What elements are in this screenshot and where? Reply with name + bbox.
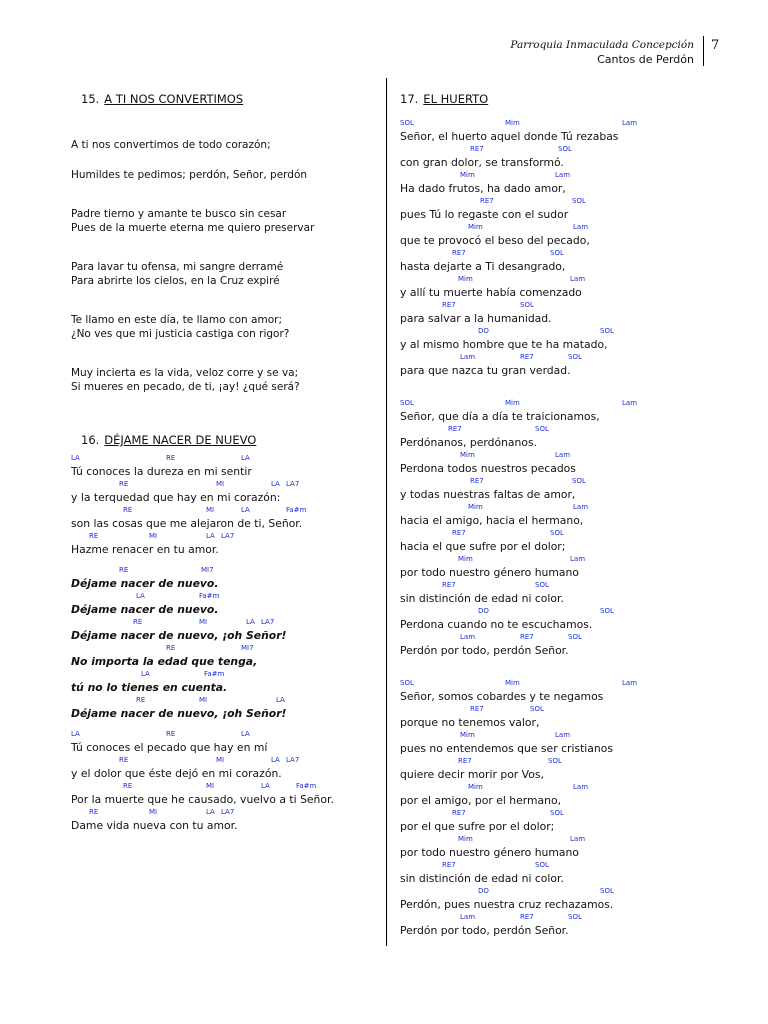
chorded-line: [400, 450, 740, 476]
stanza: [71, 168, 381, 182]
chord-row: [400, 170, 740, 181]
chord-label: Lam: [460, 913, 476, 921]
chorded-line: [400, 606, 740, 632]
lyric-line: y la terquedad que hay en mi corazón:: [71, 491, 281, 504]
chord-label: LA7: [261, 618, 275, 626]
chorded-line: [400, 144, 740, 170]
lyric-line: Tú conoces la dureza en mi sentir: [71, 465, 252, 478]
chord-label: LA: [206, 808, 215, 816]
chord-row: [400, 274, 740, 285]
lyric-line: Déjame nacer de nuevo.: [71, 603, 219, 616]
chord-label: LA7: [221, 532, 235, 540]
chorded-line: [400, 476, 740, 502]
chord-label: LA: [241, 730, 250, 738]
chord-label: RE: [133, 618, 143, 626]
song-16-title: [71, 432, 381, 449]
chorded-line: [400, 782, 740, 808]
chord-label: MI7: [241, 644, 254, 652]
lyric-line: A ti nos convertimos de todo corazón;: [71, 139, 271, 151]
chorded-line: [400, 834, 740, 860]
song-15-lyrics: [71, 138, 381, 394]
chord-label: RE7: [470, 145, 484, 153]
chord-label: Mim: [468, 503, 483, 511]
chord-row: [400, 580, 740, 591]
chorded-line: [400, 248, 740, 274]
chord-label: LA: [141, 670, 150, 678]
chord-label: Mim: [458, 275, 473, 283]
chord-row: [71, 479, 381, 490]
chorded-line: [71, 479, 381, 505]
chord-label: SOL: [520, 301, 534, 309]
lyric-line: Humildes te pedimos; perdón, Señor, perdón: [71, 169, 308, 181]
chord-label: SOL: [558, 145, 572, 153]
lyric-line: Perdona cuando no te escuchamos.: [400, 618, 593, 631]
chord-label: SOL: [535, 581, 549, 589]
chord-label: RE7: [520, 353, 534, 361]
chorded-line: [71, 591, 381, 617]
chord-label: MI: [199, 696, 208, 704]
chord-label: SOL: [535, 861, 549, 869]
chord-label: SOL: [548, 757, 562, 765]
chord-row: [71, 617, 381, 628]
chord-row: [71, 807, 381, 818]
chord-row: [400, 554, 740, 565]
chord-label: SOL: [568, 353, 582, 361]
lyric-line: Dame vida nueva con tu amor.: [71, 819, 238, 832]
chorded-line: [400, 678, 740, 704]
chord-row: [71, 755, 381, 766]
song-16-lyrics: [71, 453, 381, 833]
chord-label: RE: [89, 808, 99, 816]
chord-label: RE7: [520, 633, 534, 641]
lyric-line: por el que sufre por el dolor;: [400, 820, 555, 833]
lyric-line: para que nazca tu gran verdad.: [400, 364, 571, 377]
chord-label: SOL: [600, 887, 614, 895]
chorded-line: [71, 531, 381, 557]
chord-label: RE: [123, 506, 133, 514]
chord-label: Mim: [458, 835, 473, 843]
chord-label: MI: [206, 782, 215, 790]
lyric-line: que te provocó el beso del pecado,: [400, 234, 590, 247]
lyric-line: Perdona todos nuestros pecados: [400, 462, 576, 475]
chorded-line: [400, 398, 740, 424]
chord-row: [71, 643, 381, 654]
lyric-line: Hazme renacer en tu amor.: [71, 543, 219, 556]
lyric-line: hacia el amigo, hacia el hermano,: [400, 514, 584, 527]
chord-row: [400, 912, 740, 923]
stanza: [71, 260, 381, 288]
chorded-line: [400, 300, 740, 326]
chord-row: [400, 704, 740, 715]
chorded-line: [71, 729, 381, 755]
lyric-line: Si mueres en pecado, de ti, ¡ay! ¿qué será?: [71, 381, 300, 393]
chord-label: Lam: [570, 835, 586, 843]
left-column: [71, 91, 381, 833]
chord-row: [71, 695, 381, 706]
song-17-title-text: EL HUERTO: [423, 92, 489, 106]
chord-label: RE7: [442, 861, 456, 869]
chord-label: RE7: [470, 477, 484, 485]
lyric-line: y al mismo hombre que te ha matado,: [400, 338, 608, 351]
chord-label: LA: [71, 730, 80, 738]
chord-row: [71, 505, 381, 516]
chord-row: [400, 886, 740, 897]
lyric-line: pues Tú lo regaste con el sudor: [400, 208, 569, 221]
chord-row: [400, 606, 740, 617]
lyric-line: sin distinción de edad ni color.: [400, 592, 564, 605]
chord-label: Mim: [505, 679, 520, 687]
chord-label: SOL: [400, 399, 414, 407]
chord-row: [400, 756, 740, 767]
lyric-line: pues no entendemos que ser cristianos: [400, 742, 613, 755]
lyric-line: No importa la edad que tenga,: [71, 655, 258, 668]
chorded-line: [400, 502, 740, 528]
chorded-line: [400, 196, 740, 222]
header-divider: [703, 36, 704, 66]
chord-label: RE: [166, 644, 176, 652]
lyric-line: Muy incierta es la vida, veloz corre y se va;: [71, 367, 299, 379]
lyric-line: Para abrirte los cielos, en la Cruz expiré: [71, 275, 280, 287]
lyric-line: Perdón, pues nuestra cruz rechazamos.: [400, 898, 614, 911]
chord-label: RE7: [458, 757, 472, 765]
chorded-line: [400, 704, 740, 730]
chord-label: RE: [119, 566, 129, 574]
chord-label: Fa#m: [199, 592, 220, 600]
chord-label: Fa#m: [286, 506, 307, 514]
lyric-line: Déjame nacer de nuevo, ¡oh Señor!: [71, 707, 287, 720]
chord-label: LA: [241, 506, 250, 514]
song-15-title-text: A TI NOS CONVERTIMOS: [104, 92, 244, 106]
chord-row: [400, 248, 740, 259]
lyric-line: Perdón por todo, perdón Señor.: [400, 644, 569, 657]
chord-label: MI: [216, 480, 225, 488]
chorded-line: [71, 453, 381, 479]
chorded-line: [71, 781, 381, 807]
chord-label: DO: [478, 327, 489, 335]
stanza: [71, 207, 381, 235]
lyric-line: Señor, que día a día te traicionamos,: [400, 410, 600, 423]
chorded-line: [71, 565, 381, 591]
page-number: 7: [711, 38, 720, 53]
chorded-line: [400, 170, 740, 196]
chord-label: Fa#m: [296, 782, 317, 790]
lyric-line: hasta dejarte a Ti desangrado,: [400, 260, 566, 273]
chord-row: [71, 531, 381, 542]
chord-label: SOL: [568, 913, 582, 921]
chord-label: SOL: [400, 119, 414, 127]
lyric-line: porque no tenemos valor,: [400, 716, 540, 729]
chord-label: RE: [89, 532, 99, 540]
song-15-number: 15.: [81, 92, 100, 106]
chord-label: RE: [136, 696, 146, 704]
chord-row: [400, 860, 740, 871]
chord-row: [400, 502, 740, 513]
chord-label: MI: [149, 532, 158, 540]
chord-label: Fa#m: [204, 670, 225, 678]
chord-label: RE: [119, 480, 129, 488]
lyric-line: Perdón por todo, perdón Señor.: [400, 924, 569, 937]
lyric-line: Déjame nacer de nuevo, ¡oh Señor!: [71, 629, 287, 642]
book-title: Cantos de Perdón: [597, 53, 694, 66]
chord-row: [400, 300, 740, 311]
chord-label: MI: [199, 618, 208, 626]
stanza: [400, 398, 740, 658]
chord-label: RE7: [480, 197, 494, 205]
lyric-line: son las cosas que me alejaron de ti, Señor.: [71, 517, 303, 530]
chord-label: LA: [276, 696, 285, 704]
chord-label: Lam: [570, 275, 586, 283]
song-15-title: [71, 91, 381, 108]
chord-label: Lam: [573, 503, 589, 511]
chord-row: [400, 808, 740, 819]
chord-row: [400, 678, 740, 689]
right-column: [400, 91, 740, 938]
chord-label: MI: [149, 808, 158, 816]
chord-row: [400, 118, 740, 129]
chord-label: SOL: [550, 529, 564, 537]
chord-label: Lam: [460, 633, 476, 641]
chord-row: [400, 782, 740, 793]
lyric-line: con gran dolor, se transformó.: [400, 156, 564, 169]
chorded-line: [400, 886, 740, 912]
chord-label: Lam: [622, 679, 638, 687]
stanza-gap: [71, 557, 381, 565]
chord-label: RE7: [442, 581, 456, 589]
chord-label: LA7: [221, 808, 235, 816]
chorded-line: [400, 860, 740, 886]
chord-row: [400, 834, 740, 845]
chord-label: RE: [166, 454, 176, 462]
chord-label: LA: [136, 592, 145, 600]
chord-row: [71, 453, 381, 464]
lyric-line: Te llamo en este día, te llamo con amor;: [71, 314, 282, 326]
chord-row: [400, 398, 740, 409]
chorded-line: [400, 528, 740, 554]
chorded-line: [400, 912, 740, 938]
stanza: [71, 138, 381, 152]
chorded-line: [400, 326, 740, 352]
chord-label: Lam: [622, 119, 638, 127]
song-17-lyrics: [400, 118, 740, 938]
chord-row: [71, 565, 381, 576]
lyric-line: ¿No ves que mi justicia castiga con rigor?: [71, 328, 290, 340]
lyric-line: y todas nuestras faltas de amor,: [400, 488, 576, 501]
chord-label: RE7: [452, 529, 466, 537]
lyric-line: y allí tu muerte había comenzado: [400, 286, 582, 299]
chord-label: MI: [216, 756, 225, 764]
column-divider: [386, 78, 387, 946]
song-17-title: [400, 91, 740, 108]
chorded-line: [400, 222, 740, 248]
chorded-line: [400, 580, 740, 606]
lyric-line: sin distinción de edad ni color.: [400, 872, 564, 885]
song-16-title-text: DÉJAME NACER DE NUEVO: [104, 433, 257, 447]
chord-row: [400, 424, 740, 435]
chord-label: Lam: [573, 783, 589, 791]
page-header: [510, 38, 694, 68]
lyric-line: por todo nuestro género humano: [400, 566, 579, 579]
chorded-line: [71, 643, 381, 669]
chorded-line: [71, 755, 381, 781]
chord-label: Mim: [468, 783, 483, 791]
chord-label: RE7: [448, 425, 462, 433]
chord-label: Mim: [468, 223, 483, 231]
chord-label: RE7: [452, 809, 466, 817]
chord-label: SOL: [572, 477, 586, 485]
chord-row: [400, 528, 740, 539]
parish-name: Parroquia Inmaculada Concepción: [510, 39, 694, 51]
stanza: [400, 678, 740, 938]
chorded-line: [400, 632, 740, 658]
lyric-line: Perdónanos, perdónanos.: [400, 436, 538, 449]
chorded-line: [400, 730, 740, 756]
chord-row: [400, 476, 740, 487]
chorded-line: [71, 695, 381, 721]
chord-label: SOL: [535, 425, 549, 433]
chord-label: LA: [206, 532, 215, 540]
chorded-line: [400, 554, 740, 580]
chord-label: LA: [271, 756, 280, 764]
chord-label: RE7: [520, 913, 534, 921]
chord-label: Mim: [460, 171, 475, 179]
lyric-line: por todo nuestro género humano: [400, 846, 579, 859]
chord-label: LA: [261, 782, 270, 790]
lyric-line: Para lavar tu ofensa, mi sangre derramé: [71, 261, 284, 273]
chord-label: MI7: [201, 566, 214, 574]
chord-label: SOL: [550, 809, 564, 817]
chord-label: Mim: [505, 119, 520, 127]
chord-label: LA: [246, 618, 255, 626]
chord-label: SOL: [600, 327, 614, 335]
chorded-line: [71, 505, 381, 531]
chord-row: [400, 326, 740, 337]
chord-label: RE7: [452, 249, 466, 257]
chord-row: [400, 144, 740, 155]
stanza: [71, 313, 381, 341]
chorded-line: [400, 118, 740, 144]
chord-label: LA: [241, 454, 250, 462]
chord-label: SOL: [530, 705, 544, 713]
chord-row: [71, 781, 381, 792]
chord-label: SOL: [600, 607, 614, 615]
chord-row: [400, 222, 740, 233]
chord-row: [400, 450, 740, 461]
stanza-gap: [71, 721, 381, 729]
chord-row: [400, 632, 740, 643]
chord-row: [400, 352, 740, 363]
lyric-line: Déjame nacer de nuevo.: [71, 577, 219, 590]
chorded-line: [400, 274, 740, 300]
chord-label: Mim: [458, 555, 473, 563]
chord-label: LA7: [286, 480, 300, 488]
chord-label: LA7: [286, 756, 300, 764]
chord-label: RE: [119, 756, 129, 764]
song-16: [71, 432, 381, 833]
chord-label: MI: [206, 506, 215, 514]
chord-label: Lam: [570, 555, 586, 563]
lyric-line: tú no lo tienes en cuenta.: [71, 681, 228, 694]
lyric-line: para salvar a la humanidad.: [400, 312, 552, 325]
chord-label: SOL: [568, 633, 582, 641]
chord-label: Lam: [622, 399, 638, 407]
lyric-line: Señor, somos cobardes y te negamos: [400, 690, 604, 703]
chord-label: LA: [71, 454, 80, 462]
chorded-line: [400, 808, 740, 834]
chord-label: Lam: [555, 451, 571, 459]
stanza: [71, 366, 381, 394]
chord-label: Mim: [505, 399, 520, 407]
chord-label: Lam: [573, 223, 589, 231]
chorded-line: [400, 424, 740, 450]
chord-label: RE7: [470, 705, 484, 713]
chord-label: DO: [478, 607, 489, 615]
lyric-line: Ha dado frutos, ha dado amor,: [400, 182, 566, 195]
chord-label: Lam: [460, 353, 476, 361]
lyric-line: Señor, el huerto aquel donde Tú rezabas: [400, 130, 619, 143]
lyric-line: quiere decir morir por Vos,: [400, 768, 544, 781]
chord-row: [400, 196, 740, 207]
chord-label: Mim: [460, 731, 475, 739]
chord-label: Mim: [460, 451, 475, 459]
stanza: [400, 118, 740, 378]
chorded-line: [71, 807, 381, 833]
chorded-line: [71, 617, 381, 643]
lyric-line: por el amigo, por el hermano,: [400, 794, 562, 807]
lyric-line: hacia el que sufre por el dolor;: [400, 540, 566, 553]
chord-row: [71, 591, 381, 602]
lyric-line: Tú conoces el pecado que hay en mí: [71, 741, 268, 754]
chord-label: SOL: [400, 679, 414, 687]
chord-row: [71, 669, 381, 680]
chord-label: RE: [166, 730, 176, 738]
lyric-line: Pues de la muerte eterna me quiero preservar: [71, 222, 315, 234]
chord-row: [71, 729, 381, 740]
chorded-line: [400, 756, 740, 782]
chord-label: RE7: [442, 301, 456, 309]
chord-label: DO: [478, 887, 489, 895]
chord-label: SOL: [550, 249, 564, 257]
chord-label: Lam: [555, 731, 571, 739]
chord-label: SOL: [572, 197, 586, 205]
chord-label: RE: [123, 782, 133, 790]
chorded-line: [71, 669, 381, 695]
song-16-number: 16.: [81, 433, 100, 447]
lyric-line: Por la muerte que he causado, vuelvo a ti Señor.: [71, 793, 334, 806]
chord-label: LA: [271, 480, 280, 488]
lyric-line: Padre tierno y amante te busco sin cesar: [71, 208, 287, 220]
chord-label: Lam: [555, 171, 571, 179]
chorded-line: [400, 352, 740, 378]
chord-row: [400, 730, 740, 741]
song-17-number: 17.: [400, 92, 419, 106]
lyric-line: y el dolor que éste dejó en mi corazón.: [71, 767, 282, 780]
